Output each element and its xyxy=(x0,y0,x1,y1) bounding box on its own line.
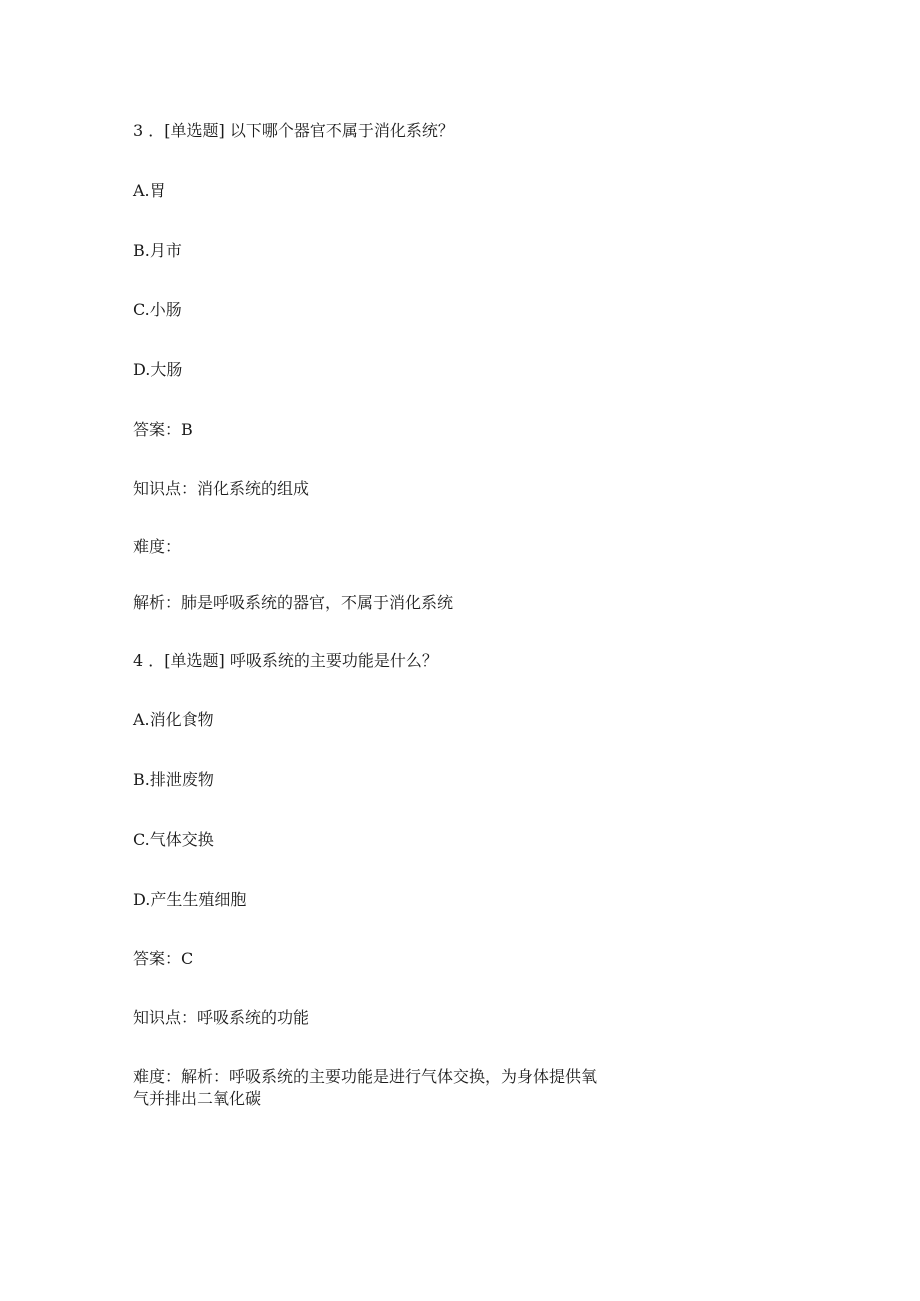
knowledge-point: 知识点：呼吸系统的功能 xyxy=(133,1008,310,1027)
option-c: C.小肠 xyxy=(133,300,182,319)
option-b: B.月市 xyxy=(133,241,182,260)
knowledge-point: 知识点：消化系统的组成 xyxy=(133,479,310,498)
difficulty: 难度： xyxy=(133,537,182,556)
option-a: A.胃 xyxy=(133,181,166,200)
option-d: D.产生生殖细胞 xyxy=(133,890,247,909)
question-stem: 4 ．[单选题] 呼吸系统的主要功能是什么？ xyxy=(133,651,438,670)
difficulty-analysis-continued: 气并排出二氧化碳 xyxy=(133,1089,262,1108)
difficulty-analysis: 难度：解析：呼吸系统的主要功能是进行气体交换，为身体提供氧 xyxy=(133,1067,598,1086)
option-d: D.大肠 xyxy=(133,360,183,379)
option-b: B.排泄废物 xyxy=(133,770,214,789)
option-c: C.气体交换 xyxy=(133,830,214,849)
option-a: A.消化食物 xyxy=(133,710,214,729)
analysis: 解析：肺是呼吸系统的器官，不属于消化系统 xyxy=(133,593,454,612)
answer: 答案：C xyxy=(133,949,194,968)
answer: 答案：B xyxy=(133,420,193,439)
question-stem: 3 ．[单选题] 以下哪个器官不属于消化系统？ xyxy=(133,121,454,140)
